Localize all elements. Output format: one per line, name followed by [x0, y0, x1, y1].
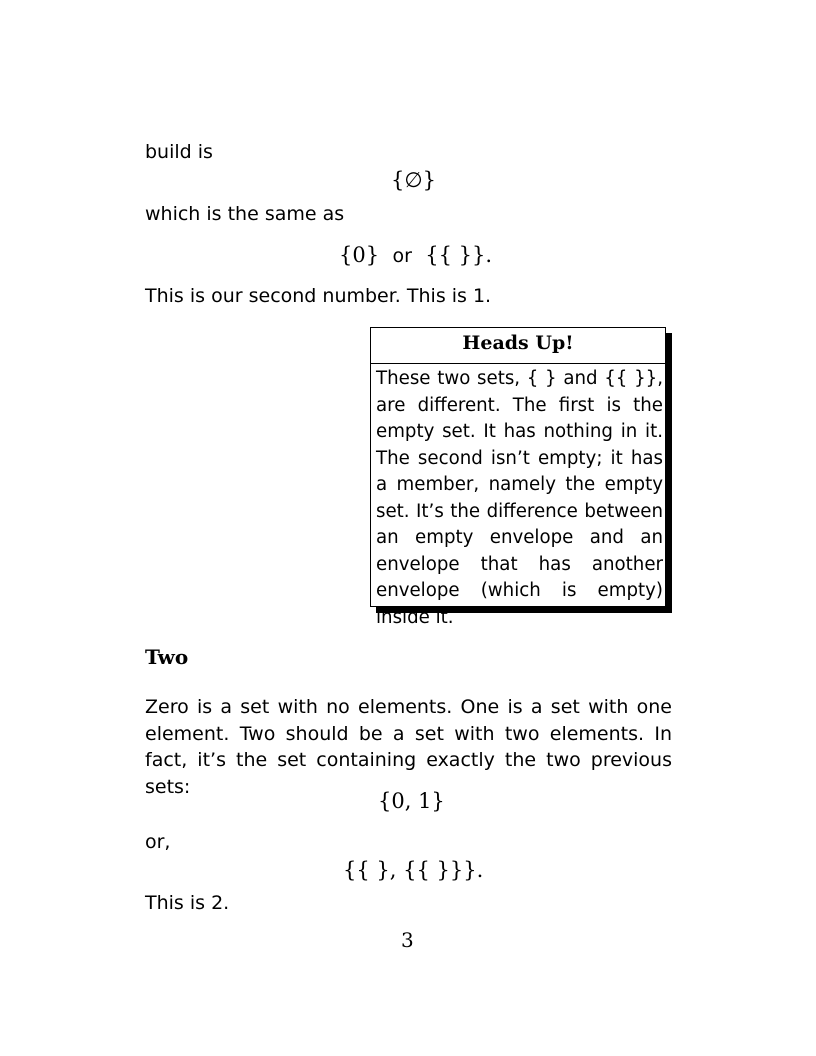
- text-or: or,: [145, 831, 171, 853]
- equation-set-empty-braces: {{ }}.: [425, 243, 493, 267]
- equation-set-zero: {0}: [339, 243, 380, 267]
- page-number: 3: [401, 928, 414, 952]
- equation-set-zero-one: {0, 1}: [378, 789, 445, 813]
- heads-up-callout: [370, 327, 666, 628]
- text-second-number: This is our second number. This is 1.: [145, 285, 492, 307]
- section-paragraph: Zero is a set with no elements. One is a set with one element. Two should be a set with two elements. In fact, it’s the set containing exactly the two previous sets:: [145, 696, 672, 798]
- text-build-is: build is: [145, 141, 213, 163]
- callout-title: Heads Up!: [462, 332, 574, 354]
- callout-divider: [371, 363, 665, 364]
- equation-one-forms: [339, 242, 492, 269]
- text-this-is-2: This is 2.: [145, 892, 230, 914]
- equation-two-braces: {{ }, {{ }}}.: [343, 858, 484, 882]
- text-which-is-same-as: which is the same as: [145, 203, 345, 225]
- callout-body: These two sets, { } and {{ }}, are different. The first is the empty set. It has nothing in it. The second isn’t empty; it has a member, namely the empty set. It’s the difference between an empty envelope and an envelope that has another envelope (which is empty) inside it.: [376, 368, 663, 628]
- equation-empty-set-in-set: {∅}: [391, 168, 437, 192]
- section-heading: Two: [145, 645, 189, 669]
- equation-or-word: or: [392, 245, 412, 267]
